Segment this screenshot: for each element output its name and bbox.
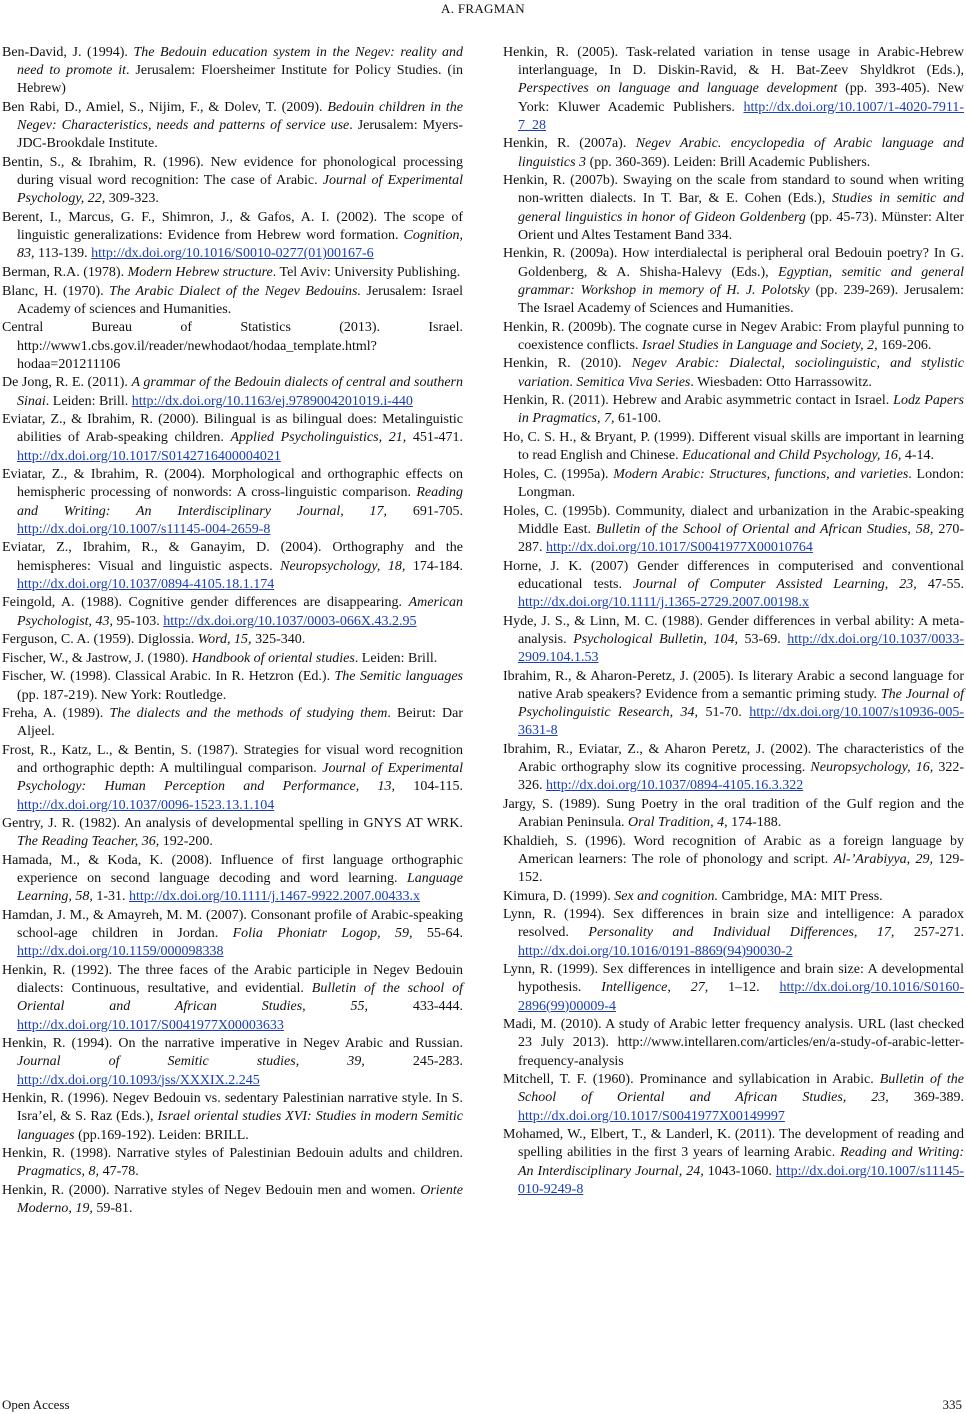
reference-text: Cambridge, MA: MIT Press. — [718, 888, 883, 904]
reference-italic-text: Reading and Writing: An Interdisciplinary Journal, 17, — [17, 485, 463, 519]
reference-text: Jerusalem: Israel Academy of sciences and Humanities. — [17, 283, 463, 317]
reference-entry — [503, 392, 964, 428]
reference-text: Lynn, R. (1994). Sex differences in brain size and intelligence: A paradox resolved. — [503, 907, 964, 941]
reference-text: Holes, C. (1995b). Community, dialect and urbanization in the Arabic-speaking Middle East. — [503, 503, 964, 537]
reference-italic-text: Sex and cognition. — [614, 888, 719, 904]
reference-text: 47-55. — [916, 576, 964, 592]
reference-italic-text: Modern Hebrew structure — [127, 265, 273, 280]
reference-entry — [2, 283, 463, 319]
reference-italic-text: Applied Psycholinguistics, 21, — [230, 430, 407, 446]
reference-text: . London: Longman. — [518, 466, 964, 500]
reference-text: 691-705. — [387, 503, 463, 519]
doi-link[interactable]: http://dx.doi.org/10.1017/S0041977X00010764 — [546, 540, 813, 555]
reference-italic-text: Lodz Papers in Pragmatics, 7, — [518, 393, 964, 427]
reference-entry — [503, 503, 964, 558]
doi-link[interactable]: http://dx.doi.org/10.1037/0003-066X.43.2.95 — [163, 613, 417, 629]
reference-text: Feingold, A. (1988). Cognitive gender differences are disappearing. — [2, 595, 409, 611]
reference-text: Ben Rabi, D., Amiel, S., Nijim, F., & Dolev, T. (2009). — [2, 100, 328, 115]
reference-text: Ben-David, J. (1994). — [2, 45, 134, 60]
reference-italic-text: Al-’Arabiyya, 29, — [833, 851, 933, 867]
reference-entry — [2, 319, 463, 374]
reference-text: Eviatar, Z., & Ibrahim, R. (2000). Bilingual is as bilingual does: Metalinguistic abilities of Arab-speaking children. — [2, 412, 463, 446]
reference-entry — [2, 154, 463, 209]
reference-entry — [2, 668, 463, 704]
reference-text: Berman, R.A. (1978). — [2, 265, 128, 280]
reference-entry — [2, 1035, 463, 1090]
reference-text: Henkin, R. (1998). Narrative styles of Palestinian Bedouin adults and children. — [2, 1146, 463, 1162]
doi-link[interactable]: http://dx.doi.org/10.1007/s11145-004-2659-8 — [17, 521, 271, 537]
reference-text: 270-287. — [518, 521, 964, 555]
reference-text: Henkin, R. (2009b). The cognate curse in Negev Arabic: From playful punning to coexistence conflicts. — [503, 319, 964, 353]
references-left-column — [2, 44, 463, 1219]
doi-link[interactable]: http://dx.doi.org/10.1093/jss/XXXIX.2.245 — [17, 1072, 260, 1088]
reference-entry — [2, 742, 463, 815]
reference-italic-text: The Semitic languages — [334, 669, 464, 685]
reference-text: Lynn, R. (1999). Sex differences in intelligence and brain size: A developmental hypothesis. — [503, 962, 964, 996]
footer-open-access: Open Access — [2, 1397, 70, 1412]
reference-italic-text: A grammar of the Bedouin dialects of central and southern Sinai — [17, 375, 464, 409]
doi-link[interactable]: http://dx.doi.org/10.1037/0894-4105.16.3.322 — [546, 778, 804, 794]
reference-entry — [503, 888, 964, 906]
reference-entry — [503, 466, 964, 502]
reference-text: . Leiden: Brill. — [354, 650, 438, 666]
reference-italic-text: Educational and Child Psychology, 16, — [682, 448, 902, 464]
reference-text: . Leiden: Brill. — [45, 393, 132, 409]
reference-text: Ho, C. S. H., & Bryant, P. (1999). Different visual skills are important in learning to read English and Chinese. — [503, 430, 964, 464]
reference-italic-text: Neuropsychology, 18, — [280, 558, 406, 574]
reference-entry — [503, 429, 964, 465]
reference-text: Hamada, M., & Koda, K. (2008). Influence of first language orthographic experience on second language decoding and word learning. — [2, 852, 463, 887]
reference-entry — [2, 264, 463, 282]
reference-italic-text: Pragmatics, 8, — [17, 1164, 100, 1180]
reference-italic-text: Psychological Bulletin, 104, — [573, 631, 738, 647]
reference-text: (pp. 393-405). New York: Kluwer Academic Publishers. — [518, 81, 964, 115]
reference-entry — [503, 319, 964, 355]
reference-text: De Jong, R. E. (2011). — [2, 375, 132, 391]
reference-entry — [503, 355, 964, 391]
reference-text: . Wiesbaden: Otto Harrassowitz. — [690, 374, 872, 390]
reference-text: Horne, J. K. (2007) Gender differences in computerised and conventional educational tests. — [503, 558, 964, 592]
reference-entry — [2, 411, 463, 466]
reference-entry — [2, 99, 463, 154]
doi-link[interactable]: http://dx.doi.org/10.1017/S0142716400004021 — [17, 448, 281, 464]
reference-entry — [503, 741, 964, 796]
reference-italic-text: Cognition, 83, — [17, 228, 463, 262]
reference-text: 4-14. — [901, 448, 935, 464]
reference-text: Khaldieh, S. (1996). Word recognition of Arabic as a foreign language by American learners: The role of phonology and script. — [503, 833, 964, 867]
reference-entry — [503, 906, 964, 961]
reference-text: (pp.169-192). Leiden: BRILL. — [74, 1127, 249, 1143]
doi-link[interactable]: http://dx.doi.org/10.1017/S0041977X00003633 — [17, 1017, 284, 1033]
reference-text: 433-444. — [368, 999, 464, 1015]
reference-italic-text: Semitica Viva Series — [576, 374, 691, 390]
reference-text: 369-389. — [888, 1090, 964, 1106]
reference-entry — [2, 631, 463, 649]
doi-link[interactable]: http://dx.doi.org/10.1016/S0160-2896(99)00009-4 — [518, 980, 965, 1014]
reference-italic-text: Israel Studies in Language and Society, 2, — [642, 337, 878, 353]
reference-entry — [2, 962, 463, 1035]
reference-text: Freha, A. (1989). — [2, 706, 110, 722]
reference-text: Frost, R., Katz, L., & Bentin, S. (1987). Strategies for visual word recognition and orthographic depth: A multilingual comparison. — [2, 742, 463, 777]
reference-text: Gentry, J. R. (1982). An analysis of developmental spelling in GNYS AT WRK. — [2, 816, 463, 832]
reference-text: Jargy, S. (1989). Sung Poetry in the oral tradition of the Gulf region and the Arabian Peninsula. — [503, 796, 964, 830]
reference-text: Eviatar, Z., & Ibrahim, R. (2004). Morphological and orthographic effects on hemispheric processing of nonwords: A cross-linguistic comparison. — [2, 467, 463, 501]
reference-text: 322-326. — [518, 760, 965, 794]
reference-entry — [2, 1090, 463, 1145]
reference-text: Henkin, R. (1996). Negev Bedouin vs. sedentary Palestinian narrative style. In S. Isra’el, & S. Raz (Eds.), — [2, 1091, 463, 1125]
reference-text: Henkin, R. (2005). Task-related variation in tense usage in Arabic-Hebrew interlanguage, In D. Diskin-Ravid, & H. Bat-Zeev Shyldkrot (Eds.), — [503, 45, 964, 79]
reference-italic-text: Bulletin of the school of Oriental and African Studies, 55, — [17, 981, 463, 1015]
reference-entry — [2, 44, 463, 99]
reference-entry — [2, 852, 463, 907]
reference-text: Fischer, W., & Jastrow, J. (1980). — [2, 650, 192, 666]
reference-entry — [503, 1071, 964, 1126]
reference-text: 55-64. — [412, 926, 463, 942]
reference-entry — [2, 1145, 463, 1181]
reference-italic-text: Egyptian, semitic and general grammar: Workshop in memory of H. J. Polotsky — [518, 264, 964, 298]
reference-text: 61-100. — [614, 411, 662, 427]
reference-entry — [2, 594, 463, 630]
doi-link[interactable]: http://dx.doi.org/10.1111/j.1365-2729.2007.00198.x — [518, 595, 810, 610]
reference-text: 113-139. — [34, 246, 92, 262]
reference-text: Berent, I., Marcus, G. F., Shimron, J., & Gafos, A. I. (2002). The scope of linguistic generalizations: Evidence from Hebrew word formation. — [2, 210, 463, 244]
reference-text: 53-69. — [737, 631, 788, 647]
reference-italic-text: Folia Phoniatr Logop, 59, — [232, 926, 413, 942]
reference-italic-text: Negev Arabic. encyclopedia of Arabic language and linguistics 3 — [518, 136, 964, 170]
reference-text: 451-471. — [406, 430, 463, 446]
reference-text: . Jerusalem: Floersheimer Institute for Policy Studies. (in Hebrew) — [17, 63, 463, 97]
reference-entry — [503, 1126, 964, 1199]
reference-text: 47-78. — [99, 1164, 139, 1180]
reference-text: Kimura, D. (1999). — [503, 888, 615, 904]
reference-entry — [503, 833, 964, 888]
reference-entry — [503, 961, 964, 1016]
reference-entry — [2, 539, 463, 594]
reference-text: Henkin, R. (2009a). How interdialectal is peripheral oral Bedouin poetry? In G. Goldenberg, & A. Shisha-Halevy (Eds.), — [503, 246, 964, 280]
reference-italic-text: Bedouin children in the Negev: Characteristics, needs and patterns of service use — [17, 100, 463, 134]
reference-text: 309-323. — [105, 191, 159, 207]
reference-text: Ibrahim, R., Eviatar, Z., & Aharon Peretz, J. (2002). The characteristics of the Arabic orthography slow its cognitive processing. — [503, 741, 964, 775]
reference-text: 1–12. — [708, 980, 780, 996]
reference-italic-text: The Bedouin education system in the Negev: reality and need to promote it — [17, 45, 463, 79]
reference-text: (pp. 187-219). New York: Routledge. — [17, 687, 227, 703]
doi-link[interactable]: http://dx.doi.org/10.1037/0096-1523.13.1.104 — [17, 797, 275, 813]
reference-entry — [503, 1016, 964, 1071]
doi-link[interactable]: http://dx.doi.org/10.1037/0894-4105.18.1.174 — [17, 576, 275, 592]
doi-link[interactable]: http://dx.doi.org/10.1007/s10936-005-3631-8 — [518, 705, 964, 739]
reference-italic-text: Word, 15, — [197, 632, 252, 648]
reference-italic-text: Journal of Semitic studies, 39, — [17, 1054, 365, 1070]
reference-text: 325-340. — [251, 632, 306, 648]
reference-entry — [2, 650, 463, 668]
doi-link[interactable]: http://dx.doi.org/10.1159/000098338 — [17, 944, 224, 960]
reference-italic-text: The Arabic Dialect of the Negev Bedouins. — [109, 283, 361, 299]
reference-entry — [503, 668, 964, 741]
reference-italic-text: Studies in semitic and general linguistics in honor of Gideon Goldenberg — [518, 191, 964, 225]
reference-text: 257-271. — [894, 925, 965, 941]
reference-italic-text: Israel oriental studies XVI: Studies in modern Semitic languages — [17, 1109, 463, 1143]
reference-entry — [2, 466, 463, 539]
reference-italic-text: Language Learning, 58, — [17, 871, 463, 905]
reference-italic-text: Perspectives on language and language development — [518, 81, 838, 97]
reference-entry — [503, 558, 964, 613]
reference-text: Ibrahim, R., & Aharon-Peretz, J. (2005). Is literary Arabic a second language for native Arab speakers? Evidence from a semantic priming study. — [503, 668, 964, 702]
reference-text: 192-200. — [159, 834, 213, 850]
reference-text: 174-184. — [405, 558, 463, 574]
reference-entry — [2, 209, 463, 264]
reference-text: 59-81. — [92, 1201, 133, 1217]
reference-entry — [2, 374, 463, 410]
doi-link[interactable]: http://dx.doi.org/10.1037/0033-2909.104.1.53 — [518, 631, 964, 665]
reference-text: Bentin, S., & Ibrahim, R. (1996). New evidence for phonological processing during visual word recognition: The case of Arabic. — [2, 155, 463, 189]
reference-italic-text: Journal of Computer Assisted Learning, 23, — [633, 576, 917, 592]
reference-italic-text: Oriente Moderno, 19, — [17, 1182, 463, 1217]
reference-text: 104-115. — [395, 779, 463, 795]
reference-text: Ferguson, C. A. (1959). Diglossia. — [2, 632, 198, 648]
reference-text: Mohamed, W., Elbert, T., & Landerl, K. (2011). The development of reading and spelling abilities in the first 3 years of learning Arabic. — [503, 1127, 964, 1161]
reference-text: Eviatar, Z., Ibrahim, R., & Ganayim, D. (2004). Orthography and the hemispheres: Visual and linguistic aspects. — [2, 540, 463, 574]
reference-text: Henkin, R. (2007b). Swaying on the scale from standard to sound when writing non-written dialects. In T. Bar, & E. Cohen (Eds.), — [503, 173, 964, 207]
reference-text: 169-206. — [877, 337, 932, 353]
doi-link[interactable]: http://dx.doi.org/10.1017/S0041977X00149997 — [518, 1108, 785, 1124]
reference-entry — [503, 613, 964, 668]
reference-text: Central Bureau of Statistics (2013). Israel. http://www1.cbs.gov.il/reader/newhodaot/hodaa_template.html?hodaa=201211106 — [2, 320, 463, 372]
reference-text: (pp. 45-73). Münster: Alter Orient und Altes Testament Band 334. — [518, 209, 965, 243]
doi-link[interactable]: http://dx.doi.org/10.1111/j.1467-9922.2007.00433.x — [129, 889, 421, 905]
reference-text: 129-152. — [518, 851, 964, 885]
reference-text: Fischer, W. (1998). Classical Arabic. In R. Hetzron (Ed.). — [2, 669, 335, 685]
reference-text: . Beirut: Dar Aljeel. — [17, 706, 463, 740]
reference-text: (pp. 239-269). Jerusalem: The Israel Academy of Sciences and Humanities. — [518, 282, 964, 317]
reference-italic-text: Modern Arabic: Structures, functions, and varieties — [613, 466, 909, 482]
reference-text: Madi, M. (2010). A study of Arabic letter frequency analysis. URL (last checked 23 July 2013). http://www.intellaren.com/articles/en/a-study-of-arabic-letter-frequency-analysis — [503, 1017, 964, 1069]
reference-text: Henkin, R. (2007a). — [503, 136, 636, 152]
reference-italic-text: Oral Tradition, 4, — [628, 815, 728, 830]
reference-text: 1043-1060. — [703, 1163, 776, 1179]
reference-text: Hamdan, J. M., & Amayreh, M. M. (2007). Consonant profile of Arabic-speaking school-age children in Jordan. — [2, 907, 463, 942]
reference-italic-text: The dialects and the methods of studying them — [109, 706, 388, 722]
reference-text: Hyde, J. S., & Linn, M. C. (1988). Gender differences in verbal ability: A meta-analysis. — [503, 613, 964, 647]
reference-italic-text: The Journal of Psycholinguistic Research, 34, — [518, 686, 964, 720]
reference-italic-text: Intelligence, 27, — [601, 980, 709, 996]
doi-link[interactable]: http://dx.doi.org/10.1007/1-4020-7911-7_28 — [518, 99, 964, 133]
reference-text: Henkin, R. (2000). Narrative styles of Negev Bedouin men and women. — [2, 1182, 421, 1198]
reference-text: . Tel Aviv: University Publishing. — [272, 265, 461, 280]
references-right-column — [503, 44, 964, 1199]
reference-entry — [2, 815, 463, 851]
reference-italic-text: Journal of Experimental Psychology, 22, — [17, 173, 463, 207]
reference-entry — [2, 1182, 463, 1218]
reference-text: 1-31. — [92, 889, 130, 905]
reference-text: . — [569, 374, 577, 390]
reference-text: 174-188. — [727, 815, 782, 830]
reference-entry — [503, 172, 964, 245]
reference-text: Henkin, R. (1994). On the narrative imperative in Negev Arabic and Russian. — [2, 1036, 463, 1052]
reference-italic-text: Handbook of oriental studies — [191, 650, 355, 666]
reference-entry — [503, 796, 964, 832]
doi-link[interactable]: http://dx.doi.org/10.1016/S0010-0277(01)00167-6 — [91, 246, 374, 262]
reference-italic-text: American Psychologist, 43, — [17, 595, 463, 629]
reference-text: (pp. 360-369). Leiden: Brill Academic Publishers. — [586, 154, 871, 170]
reference-text: 95-103. — [113, 613, 164, 629]
reference-text: Holes, C. (1995a). — [503, 466, 614, 482]
running-head: A. FRAGMAN — [441, 1, 525, 16]
reference-entry — [503, 44, 964, 135]
reference-entry — [2, 705, 463, 741]
reference-italic-text: Reading and Writing: An Interdisciplinary Journal, 24, — [518, 1145, 964, 1179]
reference-text: Henkin, R. (2011). Hebrew and Arabic asymmetric contact in Israel. — [503, 393, 894, 409]
reference-italic-text: Neuropsychology, 16, — [810, 760, 934, 775]
reference-italic-text: Journal of Experimental Psychology: Human Perception and Performance, 13, — [17, 761, 463, 795]
reference-text: Blanc, H. (1970). — [2, 283, 110, 299]
reference-text: 51-70. — [698, 705, 750, 720]
page-number: 335 — [942, 1397, 962, 1412]
doi-link[interactable]: http://dx.doi.org/10.1163/ej.9789004201019.i-440 — [131, 393, 413, 409]
reference-italic-text: The Reading Teacher, 36, — [17, 834, 160, 850]
reference-italic-text: Personality and Individual Differences, 17, — [588, 925, 895, 941]
reference-text: . Jerusalem: Myers-JDC-Brookdale Institute. — [17, 118, 463, 152]
reference-text: 245-283. — [364, 1054, 463, 1070]
reference-text: Henkin, R. (1992). The three faces of the Arabic participle in Negev Bedouin dialects: Continuous, resultative, and evidential. — [2, 962, 463, 997]
doi-link[interactable]: http://dx.doi.org/10.1016/0191-8869(94)90030-2 — [518, 943, 793, 959]
reference-italic-text: Negev Arabic: Dialectal, sociolinguistic, and stylistic variation — [518, 356, 964, 390]
reference-entry — [2, 907, 463, 962]
reference-text: Mitchell, T. F. (1960). Prominance and syllabication in Arabic. — [503, 1072, 880, 1088]
reference-entry — [503, 135, 964, 171]
reference-entry — [503, 245, 964, 318]
reference-text: Henkin, R. (2010). — [503, 356, 632, 372]
reference-italic-text: Bulletin of the School of Oriental and African Studies, 58, — [595, 521, 934, 537]
reference-italic-text: Bulletin of the School of Oriental and African Studies, 23, — [518, 1072, 964, 1106]
doi-link[interactable]: http://dx.doi.org/10.1007/s11145-010-9249-8 — [518, 1163, 964, 1197]
